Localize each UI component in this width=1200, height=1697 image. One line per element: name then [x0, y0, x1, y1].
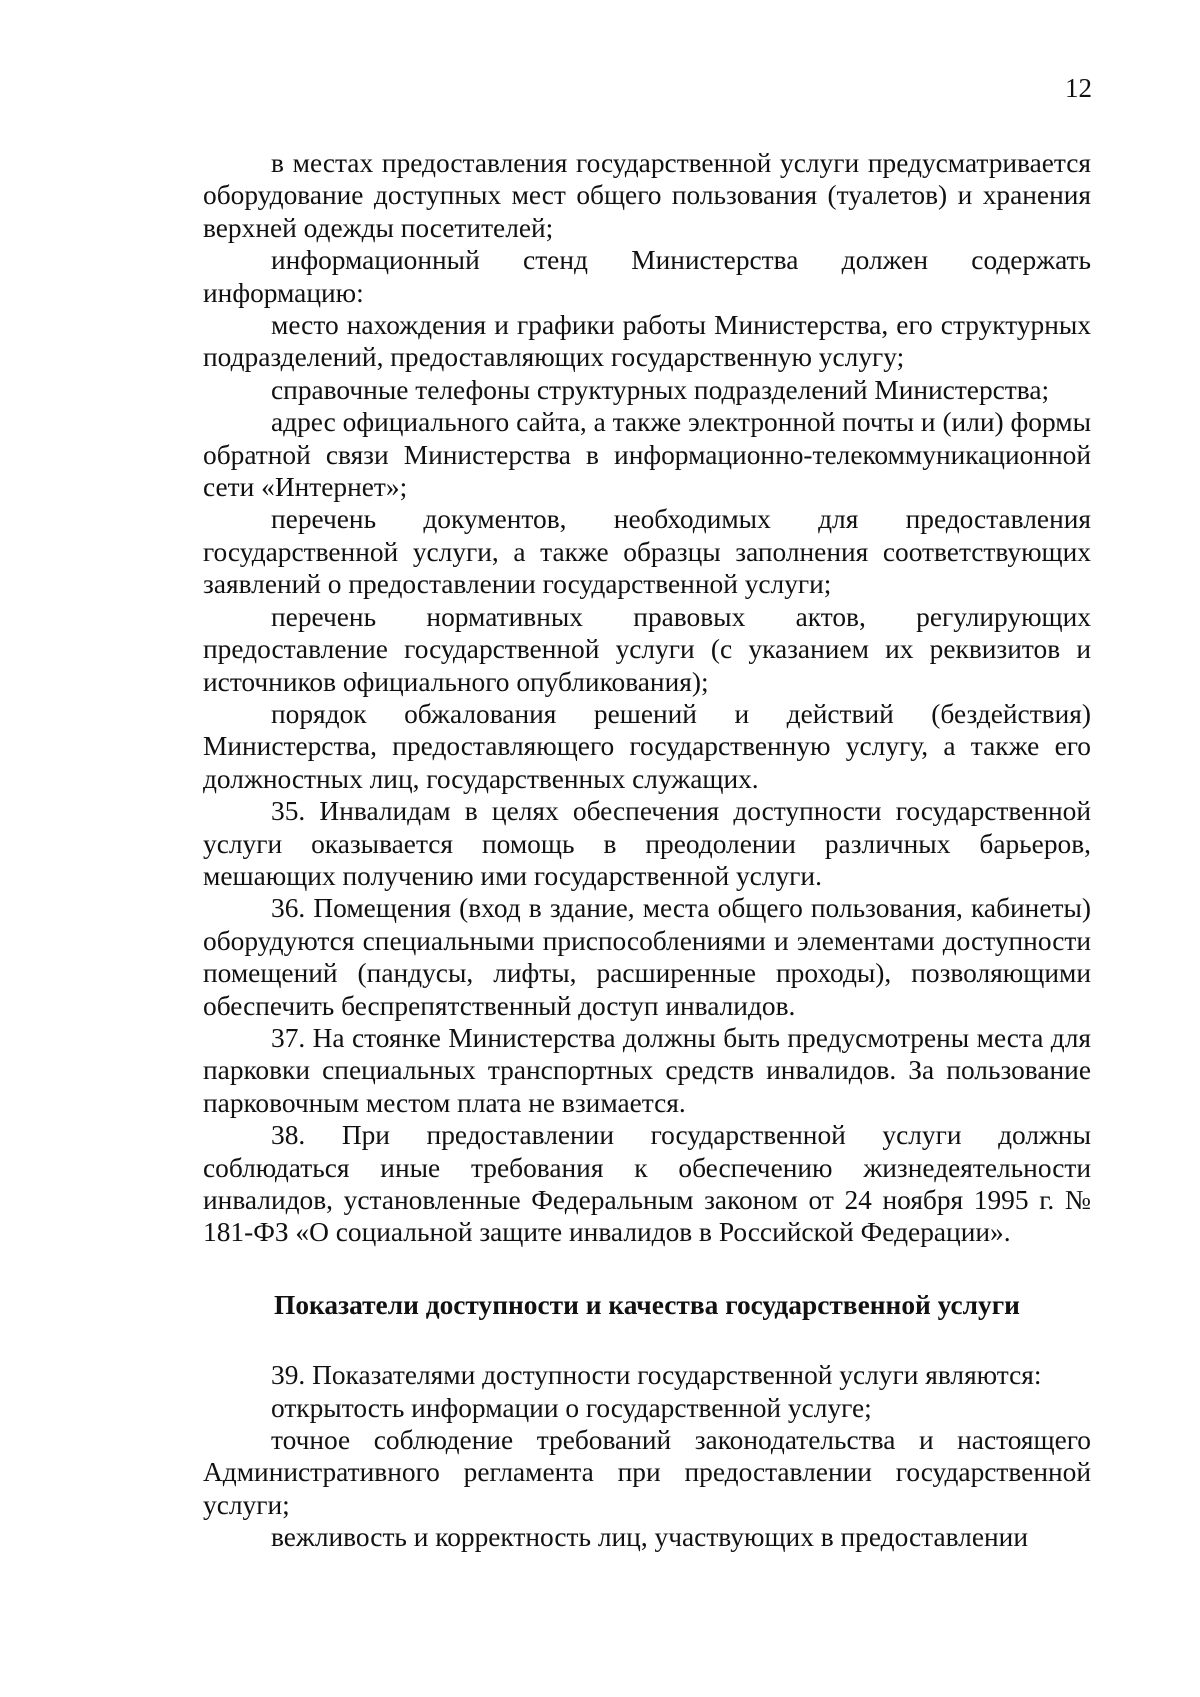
paragraph: информационный стенд Министерства должен содержать информацию:: [203, 245, 1091, 308]
paragraph: точное соблюдение требований законодательства и настоящего Административного регламента при предоставлении государственной услуги;: [203, 1425, 1091, 1520]
paragraph: перечень нормативных правовых актов, регулирующих предоставление государственной услуги (с указанием их реквизитов и источников официального опубликования);: [203, 601, 1091, 697]
section-heading: Показатели доступности и качества государственной услуги: [274, 1289, 1020, 1320]
document-body: [203, 147, 1091, 1554]
paragraph: порядок обжалования решений и действий (бездействия) Министерства, предоставляющего государственную услугу, а также его должностных лиц, государственных служащих.: [203, 698, 1091, 794]
paragraph-item-36: 36. Помещения (вход в здание, места общего пользования, кабинеты) оборудуются специальными приспособлениями и элементами доступности помещений (пандусы, лифты, расширенные проходы), позволяющими обеспечить беспрепятственный доступ инвалидов.: [203, 893, 1091, 1021]
paragraph-item-37: 37. На стоянке Министерства должны быть предусмотрены места для парковки специальных транспортных средств инвалидов. За пользование парковочным местом плата не взимается.: [203, 1022, 1091, 1118]
paragraph-item-39: 39. Показателями доступности государственной услуги являются:: [271, 1360, 1042, 1391]
paragraph-item-38: 38. При предоставлении государственной услуги должны соблюдаться иные требования к обеспечению жизнедеятельности инвалидов, установленные Федеральным законом от 24 ноября 1995 г. № 181-ФЗ «О социальной защите инвалидов в Российской Федерации».: [203, 1120, 1091, 1248]
page-number: 12: [1065, 73, 1092, 103]
paragraph: вежливость и корректность лиц, участвующих в предоставлении: [271, 1522, 1028, 1553]
paragraph: справочные телефоны структурных подразделений Министерства;: [271, 374, 1050, 405]
paragraph-item-35: 35. Инвалидам в целях обеспечения доступности государственной услуги оказывается помощь в преодолении различных барьеров, мешающих получению ими государственной услуги.: [203, 796, 1091, 891]
paragraph: перечень документов, необходимых для предоставления государственной услуги, а также образцы заполнения соответствующих заявлений о предоставлении государственной услуги;: [203, 504, 1091, 600]
paragraph: в местах предоставления государственной услуги предусматривается оборудование доступных мест общего пользования (туалетов) и хранения верхней одежды посетителей;: [203, 148, 1091, 243]
paragraph: место нахождения и графики работы Министерства, его структурных подразделений, предоставляющих государственную услугу;: [203, 310, 1091, 373]
paragraph: адрес официального сайта, а также электронной почты и (или) формы обратной связи Министерства в информационно-телекоммуникационной сети «Интернет»;: [203, 407, 1091, 503]
paragraph: открытость информации о государственной услуге;: [271, 1392, 872, 1423]
